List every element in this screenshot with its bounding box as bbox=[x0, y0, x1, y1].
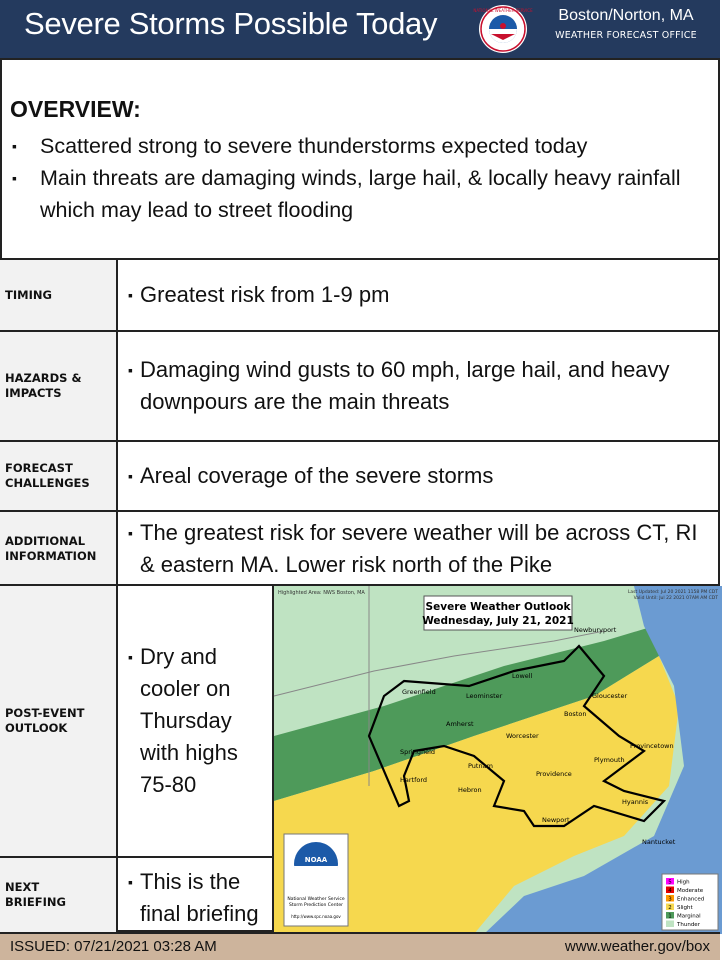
hazards-content: ▪ Damaging wind gusts to 60 mph, large hail, and heavy downpours are the main threats bbox=[118, 332, 712, 440]
overview-bullet: ▪ Scattered strong to severe thunderstorms expected today bbox=[12, 130, 702, 162]
overview-bullet: ▪ Main threats are damaging winds, large hail, & locally heavy rainfall which may lead to street flooding bbox=[12, 162, 702, 226]
post-event-label: POST-EVENT OUTLOOK bbox=[0, 586, 118, 856]
page-title: Severe Storms Possible Today bbox=[24, 6, 438, 41]
city-newport: Newport bbox=[542, 816, 570, 824]
issued-time: ISSUED: 07/21/2021 03:28 AM bbox=[10, 938, 217, 955]
legend-number: 1 bbox=[668, 913, 672, 920]
noaa-logo-text: NOAA bbox=[304, 856, 328, 864]
overview-list bbox=[12, 130, 702, 226]
spc-url: http://www.spc.noaa.gov bbox=[291, 914, 341, 919]
city-springfield: Springfield bbox=[400, 748, 436, 756]
city-newburyport: Newburyport bbox=[574, 626, 617, 634]
additional-row bbox=[0, 510, 720, 586]
overview-heading: OVERVIEW: bbox=[10, 96, 141, 122]
website-link[interactable]: www.weather.gov/box bbox=[564, 938, 710, 955]
square-bullet-icon: ▪ bbox=[12, 138, 17, 154]
square-bullet-icon: ▪ bbox=[128, 287, 133, 303]
footer bbox=[0, 932, 720, 960]
legend-swatch bbox=[666, 921, 674, 928]
office-city: Boston/Norton, MA bbox=[558, 7, 694, 24]
city-provincetown: Provincetown bbox=[630, 742, 674, 750]
next-briefing-label: NEXT BRIEFING bbox=[0, 858, 118, 932]
challenges-row bbox=[0, 440, 720, 510]
office-name: WEATHER FORECAST OFFICE bbox=[555, 30, 697, 41]
city-amherst: Amherst bbox=[446, 720, 474, 728]
map-date: Wednesday, July 21, 2021 bbox=[422, 615, 574, 627]
square-bullet-icon: ▪ bbox=[128, 468, 133, 484]
nws-logo-text: NATIONAL WEATHER SERVICE bbox=[473, 8, 533, 13]
overview-section bbox=[0, 58, 720, 258]
city-greenfield: Greenfield bbox=[402, 688, 436, 696]
valid-until-text: Valid Until: Jul 22 2021 07AM AM CDT bbox=[633, 596, 718, 601]
spc-line1: National Weather Service bbox=[287, 897, 345, 902]
legend-number: 3 bbox=[668, 896, 672, 903]
challenges-label: FORECAST CHALLENGES bbox=[0, 442, 118, 510]
legend-label: Marginal bbox=[677, 913, 701, 920]
legend-label: Thunder bbox=[677, 922, 700, 928]
challenges-content: ▪ Areal coverage of the severe storms bbox=[118, 442, 720, 510]
city-lowell: Lowell bbox=[512, 672, 533, 680]
timing-row bbox=[0, 258, 720, 330]
city-leominster: Leominster bbox=[466, 692, 503, 700]
city-hartford: Hartford bbox=[400, 776, 428, 784]
city-plymouth: Plymouth bbox=[594, 756, 625, 764]
timing-content: ▪ Greatest risk from 1-9 pm bbox=[118, 260, 720, 330]
legend-label: Moderate bbox=[677, 888, 704, 894]
legend-number: 2 bbox=[668, 905, 672, 911]
city-hyannis: Hyannis bbox=[622, 798, 649, 806]
legend-label: High bbox=[677, 879, 690, 886]
hazards-label: HAZARDS & IMPACTS bbox=[0, 332, 118, 440]
outlook-map-svg bbox=[274, 586, 722, 934]
nws-logo-icon bbox=[473, 4, 533, 54]
severe-outlook-map bbox=[272, 584, 720, 932]
spc-line2: Storm Prediction Center bbox=[289, 903, 343, 908]
legend-number: 4 bbox=[668, 888, 672, 894]
square-bullet-icon: ▪ bbox=[128, 362, 133, 378]
office-block bbox=[541, 7, 711, 41]
header-banner bbox=[0, 0, 720, 58]
city-nantucket: Nantucket bbox=[642, 838, 676, 846]
city-boston: Boston bbox=[564, 710, 587, 718]
additional-content: ▪ The greatest risk for severe weather will be across CT, RI & eastern MA. Lower risk north of the Pike bbox=[118, 512, 712, 586]
legend-number: 5 bbox=[668, 879, 672, 886]
city-hebron: Hebron bbox=[458, 786, 482, 794]
legend-label: Slight bbox=[677, 905, 693, 911]
map-legend bbox=[662, 874, 718, 930]
city-gloucester: Gloucester bbox=[592, 692, 628, 700]
square-bullet-icon: ▪ bbox=[128, 874, 133, 890]
timing-label: TIMING bbox=[0, 260, 118, 330]
last-updated-text: Last Updated: Jul 20 2021 1158 PM CDT bbox=[627, 590, 718, 595]
city-worcester: Worcester bbox=[506, 732, 539, 740]
highlight-area-text: Highlighted Area: NWS Boston, MA bbox=[278, 590, 365, 596]
hazards-row bbox=[0, 330, 720, 440]
city-putnam: Putnam bbox=[468, 762, 493, 770]
square-bullet-icon: ▪ bbox=[128, 649, 133, 665]
square-bullet-icon: ▪ bbox=[12, 170, 17, 186]
post-event-content: ▪ Dry and cooler on Thursday with highs 75-80 bbox=[118, 586, 268, 856]
city-providence: Providence bbox=[536, 770, 572, 778]
additional-label: ADDITIONAL INFORMATION bbox=[0, 512, 118, 586]
next-briefing-content: ▪ This is the final briefing bbox=[118, 858, 268, 932]
square-bullet-icon: ▪ bbox=[128, 525, 133, 541]
legend-label: Enhanced bbox=[677, 896, 705, 903]
map-title: Severe Weather Outlook bbox=[425, 601, 571, 613]
